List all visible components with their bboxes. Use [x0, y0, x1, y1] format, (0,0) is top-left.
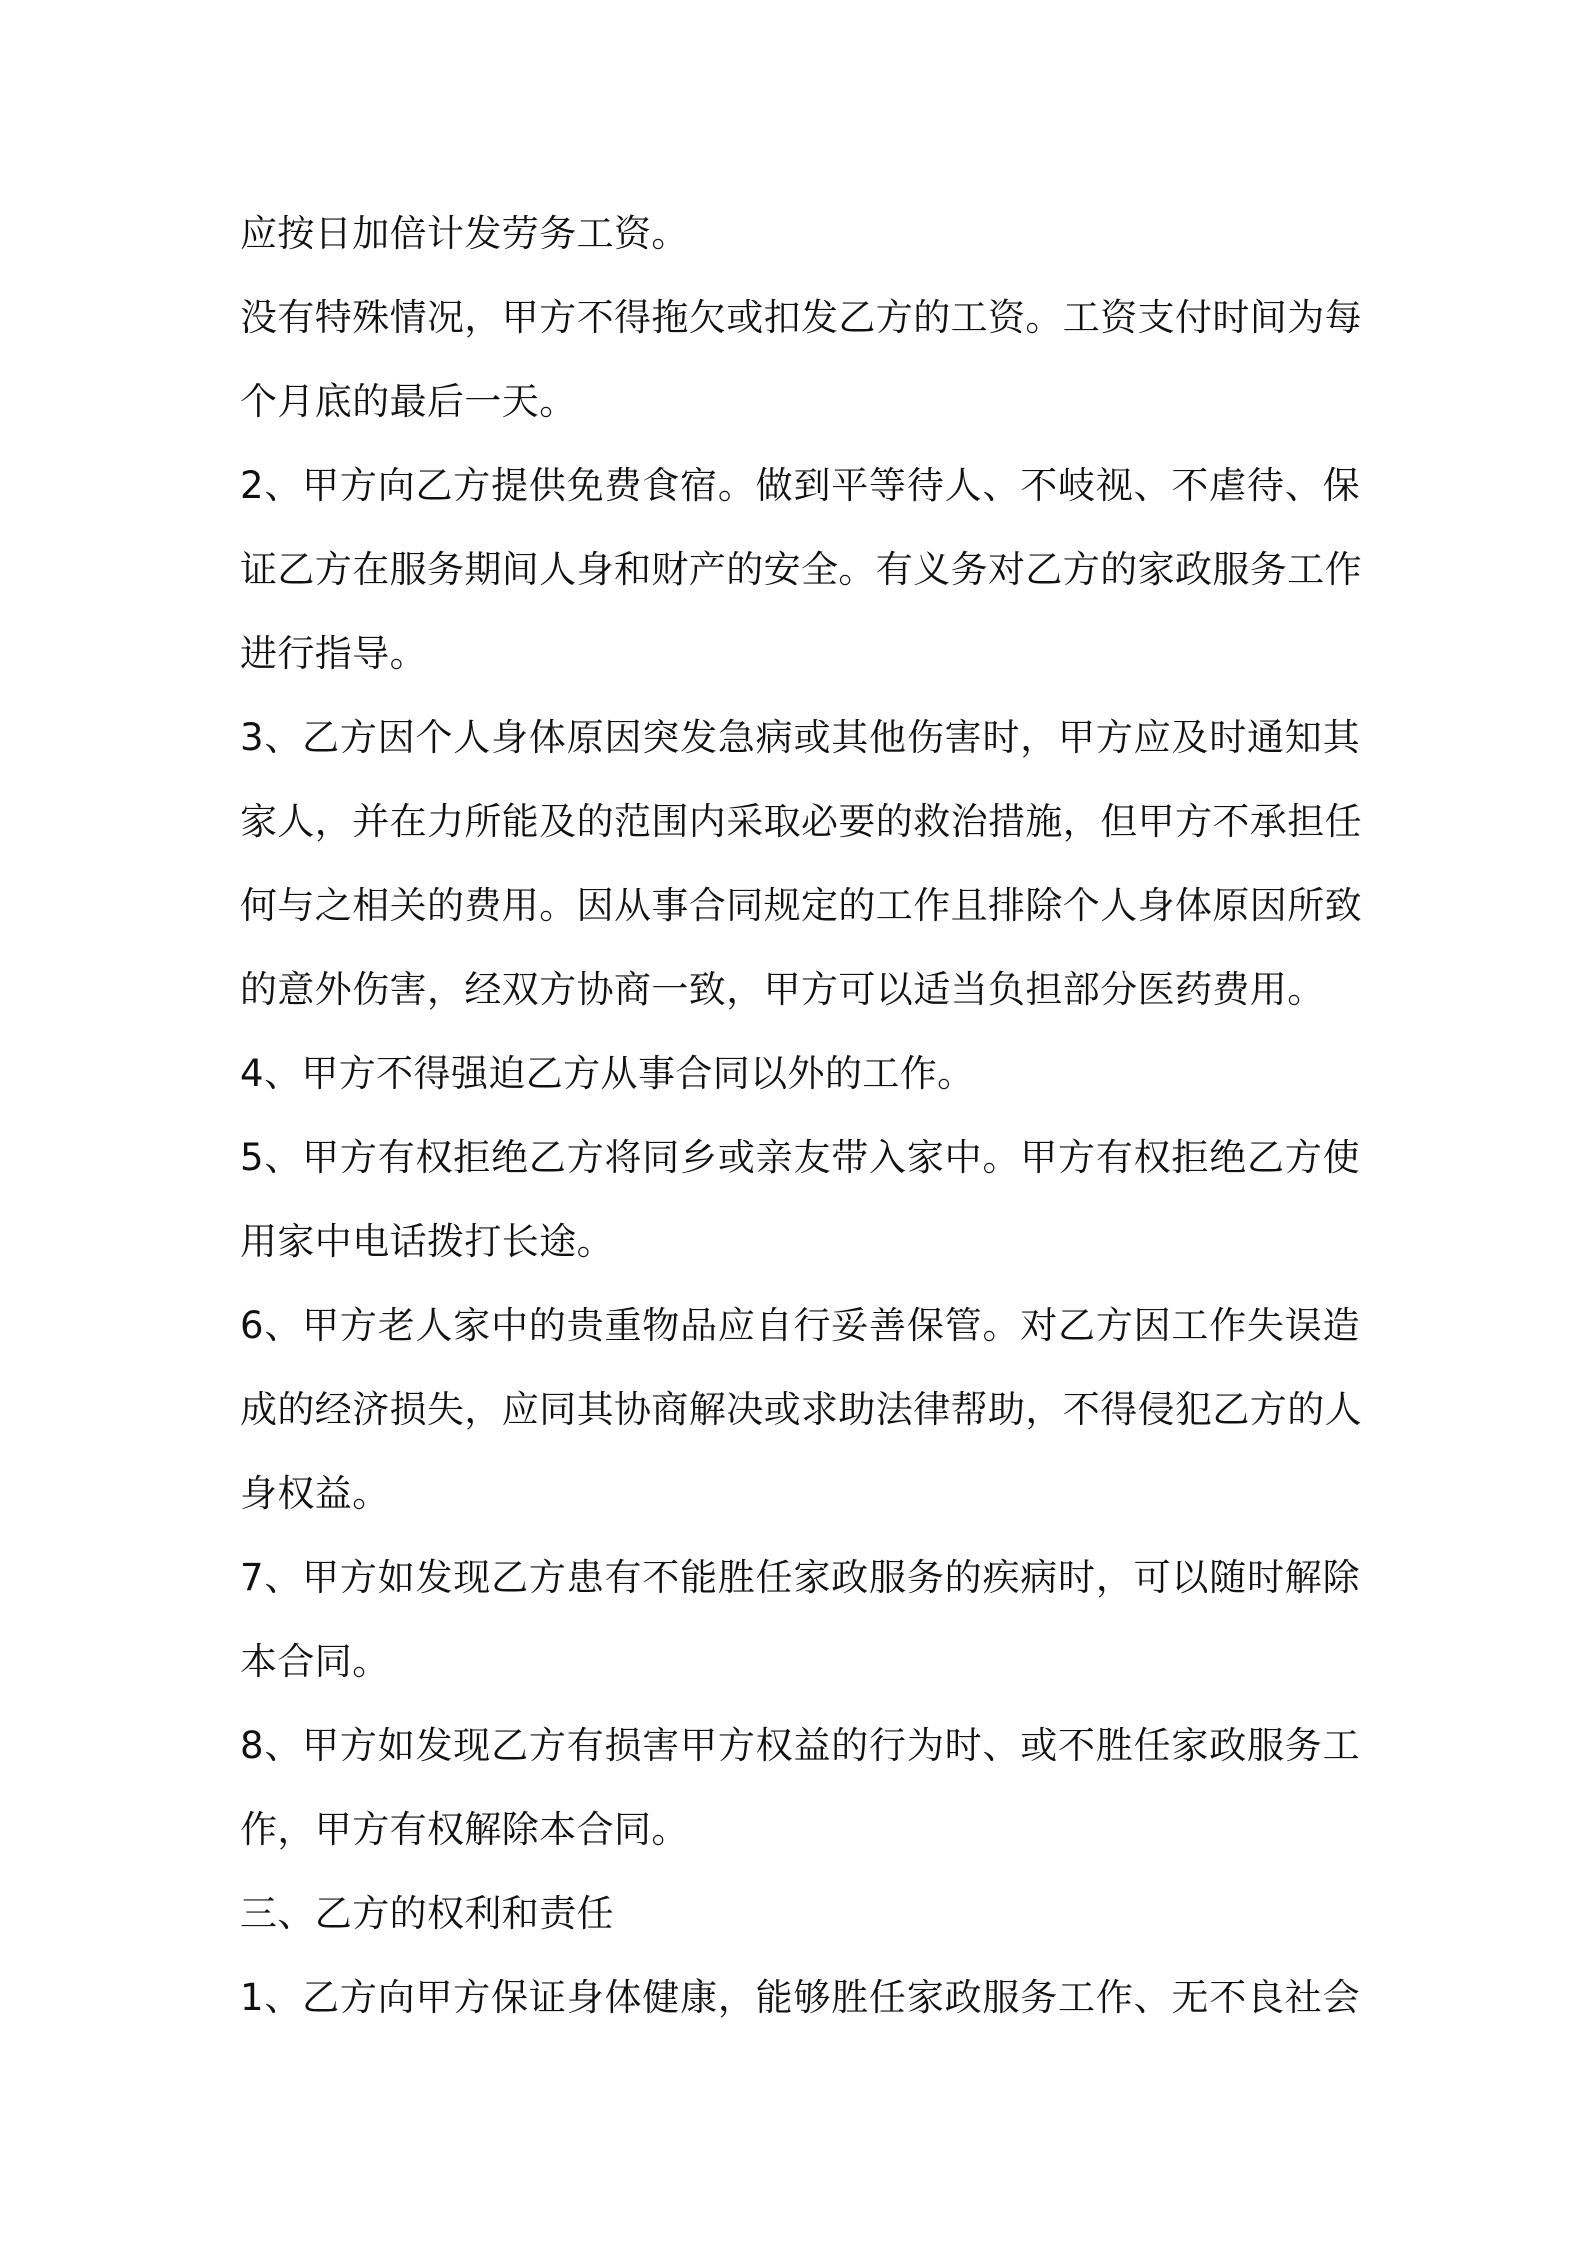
- text-line: 3、乙方因个人身体原因突发急病或其他伤害时，甲方应及时通知其: [240, 716, 1360, 759]
- text-line: 个月底的最后一天。: [240, 380, 577, 423]
- section-heading: 三、乙方的权利和责任: [240, 1892, 614, 1935]
- text-line: 进行指导。: [240, 632, 427, 675]
- text-line: 1、乙方向甲方保证身体健康，能够胜任家政服务工作、无不良社会: [240, 1976, 1360, 2019]
- text-line: 本合同。: [240, 1640, 390, 1683]
- text-line: 身权益。: [240, 1472, 390, 1515]
- text-line: 的意外伤害，经双方协商一致，甲方可以适当负担部分医药费用。: [240, 968, 1325, 1011]
- text-line: 4、甲方不得强迫乙方从事合同以外的工作。: [240, 1052, 975, 1095]
- text-line: 8、甲方如发现乙方有损害甲方权益的行为时、或不胜任家政服务工: [240, 1724, 1360, 1767]
- text-line: 用家中电话拨打长途。: [240, 1220, 614, 1263]
- text-line: 没有特殊情况，甲方不得拖欠或扣发乙方的工资。工资支付时间为每: [240, 296, 1362, 339]
- text-line: 2、甲方向乙方提供免费食宿。做到平等待人、不岐视、不虐待、保: [240, 464, 1360, 507]
- text-line: 作，甲方有权解除本合同。: [240, 1808, 689, 1851]
- contract-text: [240, 192, 1360, 2040]
- text-line: 成的经济损失，应同其协商解决或求助法律帮助，不得侵犯乙方的人: [240, 1388, 1362, 1431]
- text-line: 5、甲方有权拒绝乙方将同乡或亲友带入家中。甲方有权拒绝乙方使: [240, 1136, 1360, 1179]
- text-line: 何与之相关的费用。因从事合同规定的工作且排除个人身体原因所致: [240, 884, 1362, 927]
- text-line: 家人，并在力所能及的范围内采取必要的救治措施，但甲方不承担任: [240, 800, 1362, 843]
- text-line: 证乙方在服务期间人身和财产的安全。有义务对乙方的家政服务工作: [240, 548, 1362, 591]
- text-line: 应按日加倍计发劳务工资。: [240, 212, 689, 255]
- text-line: 7、甲方如发现乙方患有不能胜任家政服务的疾病时，可以随时解除: [240, 1556, 1360, 1599]
- text-line: 6、甲方老人家中的贵重物品应自行妥善保管。对乙方因工作失误造: [240, 1304, 1360, 1347]
